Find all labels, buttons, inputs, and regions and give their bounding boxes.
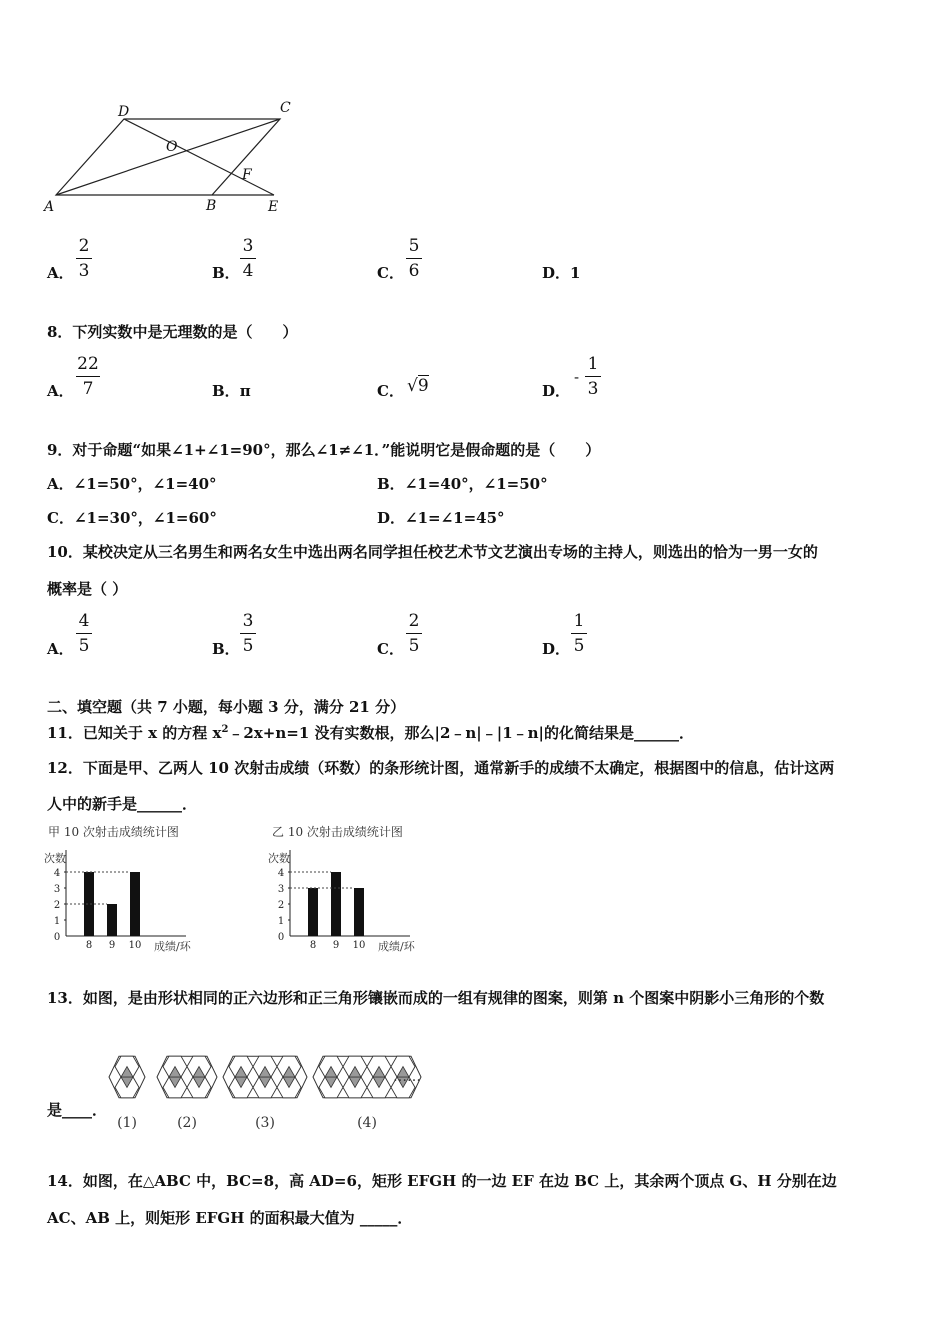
q13-stem: 13．如图，是由形状相同的正六边形和正三角形镶嵌而成的一组有规律的图案，则第 n 个图案中阴影小三角形的个数 xyxy=(47,989,825,1007)
y-tick-label: 2 xyxy=(53,900,61,911)
label-f: F xyxy=(242,167,252,183)
section-2-title: 二、填空题（共 7 小题，每小题 3 分，满分 21 分） xyxy=(47,698,406,716)
label-e: E xyxy=(268,199,279,215)
chart-title: 乙 10 次射击成绩统计图 xyxy=(272,825,403,839)
y-tick-label: 1 xyxy=(53,916,61,927)
pattern-caption: (1) xyxy=(117,1115,137,1131)
q10-option-b-fraction: 3 5 xyxy=(240,611,256,656)
segment-de xyxy=(124,119,274,195)
chart-title: 甲 10 次射击成绩统计图 xyxy=(48,825,179,839)
q8-option-d-fraction: 1 3 xyxy=(585,354,601,399)
q8-option-c-sqrt: √9 xyxy=(407,376,429,396)
bar-10 xyxy=(354,888,364,936)
y-tick-label: 1 xyxy=(277,916,285,927)
q9-stem: 9．对于命题“如果∠1+∠1=90°，那么∠1≠∠1．”能说明它是假命题的是（ ） xyxy=(47,441,601,459)
q10-stem-line1: 10．某校决定从三名男生和两名女生中选出两名同学担任校艺术节文艺演出专场的主持人，则选出的恰为一男一女的 xyxy=(47,543,818,561)
ellipsis: …… xyxy=(393,1069,421,1085)
label-d: D xyxy=(118,104,130,120)
label-b: B xyxy=(206,198,217,214)
tiling-pattern-figure xyxy=(105,1045,435,1135)
q11-stem: 11．已知关于 x 的方程 $x^2﹣2x+n=1$ 没有实数根，那么|2﹣n|﹣|1﹣n|的化简结果是______． xyxy=(47,724,695,742)
y-tick-label: 0 xyxy=(53,932,61,943)
q9-option-a: A．∠1=50°，∠1=40° xyxy=(47,475,217,493)
q7-option-c-fraction: 5 6 xyxy=(406,236,422,281)
q9-option-b: B．∠1=40°，∠1=50° xyxy=(377,475,548,493)
chart-yi xyxy=(262,820,462,955)
pattern-caption: (2) xyxy=(177,1115,197,1131)
q10-option-a-label: A． xyxy=(47,640,74,658)
q8-option-a-label: A． xyxy=(47,382,74,400)
y-tick-label: 3 xyxy=(277,884,285,895)
q8-option-b: B．π xyxy=(212,382,251,400)
q8-stem: 8．下列实数中是无理数的是（ ） xyxy=(47,323,298,341)
bar-9 xyxy=(107,904,117,936)
label-c: C xyxy=(280,100,291,116)
x-tick-label: 8 xyxy=(309,940,317,951)
q8-option-d-label: D． xyxy=(542,382,571,400)
q12-stem-line1: 12．下面是甲、乙两人 10 次射击成绩（环数）的条形统计图，通常新手的成绩不太确定，根据图中的信息，估计这两 xyxy=(47,759,835,777)
x-tick-label: 9 xyxy=(332,940,340,951)
q8-option-a-fraction: 22 7 xyxy=(77,354,99,399)
y-axis-label: 次数 xyxy=(44,852,66,865)
y-axis-label: 次数 xyxy=(268,852,290,865)
label-o: O xyxy=(166,139,178,155)
bar-10 xyxy=(130,872,140,936)
y-tick-label: 4 xyxy=(277,868,285,879)
q14-stem-line2: AC、AB 上，则矩形 EFGH 的面积最大值为 _____． xyxy=(47,1209,413,1227)
q8-option-c-label: C． xyxy=(377,382,404,400)
q7-option-a-label: A． xyxy=(47,264,74,282)
chart-jia xyxy=(38,820,238,955)
q10-option-d-fraction: 1 5 xyxy=(571,611,587,656)
x-axis-label: 成绩/环 xyxy=(154,940,191,953)
x-tick-label: 9 xyxy=(108,940,116,951)
q7-option-a-fraction: 2 3 xyxy=(76,236,92,281)
y-tick-label: 2 xyxy=(277,900,285,911)
bar-8 xyxy=(308,888,318,936)
q14-stem-line1: 14．如图，在△ABC 中，BC=8，高 AD=6，矩形 EFGH 的一边 EF 在边 BC 上，其余两个顶点 G、H 分别在边 xyxy=(47,1172,837,1190)
q10-option-c-label: C． xyxy=(377,640,404,658)
pattern-caption: (4) xyxy=(357,1115,377,1131)
q7-figure xyxy=(40,95,300,220)
q7-option-b-label: B． xyxy=(212,264,240,282)
q7-option-d: D．1 xyxy=(542,264,581,282)
q9-option-c: C．∠1=30°，∠1=60° xyxy=(47,509,217,527)
q9-option-d: D．∠1=∠1=45° xyxy=(377,509,505,527)
q8-option-d-sign: - xyxy=(574,368,580,386)
y-tick-label: 4 xyxy=(53,868,61,879)
x-axis-label: 成绩/环 xyxy=(378,940,415,953)
q10-option-a-fraction: 4 5 xyxy=(76,611,92,656)
q12-stem-line2: 人中的新手是______． xyxy=(47,795,198,813)
q13-answer-line: 是____． xyxy=(47,1101,108,1119)
q10-option-d-label: D． xyxy=(542,640,571,658)
q10-option-c-fraction: 2 5 xyxy=(406,611,422,656)
q7-option-c-label: C． xyxy=(377,264,404,282)
q10-stem-line2: 概率是（ ） xyxy=(47,580,128,598)
y-tick-label: 3 xyxy=(53,884,61,895)
bar-9 xyxy=(331,872,341,936)
x-tick-label: 10 xyxy=(128,940,142,951)
q7-option-b-fraction: 3 4 xyxy=(240,236,256,281)
y-tick-label: 0 xyxy=(277,932,285,943)
x-tick-label: 10 xyxy=(352,940,366,951)
bar-8 xyxy=(84,872,94,936)
x-tick-label: 8 xyxy=(85,940,93,951)
q10-option-b-label: B． xyxy=(212,640,240,658)
pattern-caption: (3) xyxy=(255,1115,275,1131)
label-a: A xyxy=(44,199,55,215)
